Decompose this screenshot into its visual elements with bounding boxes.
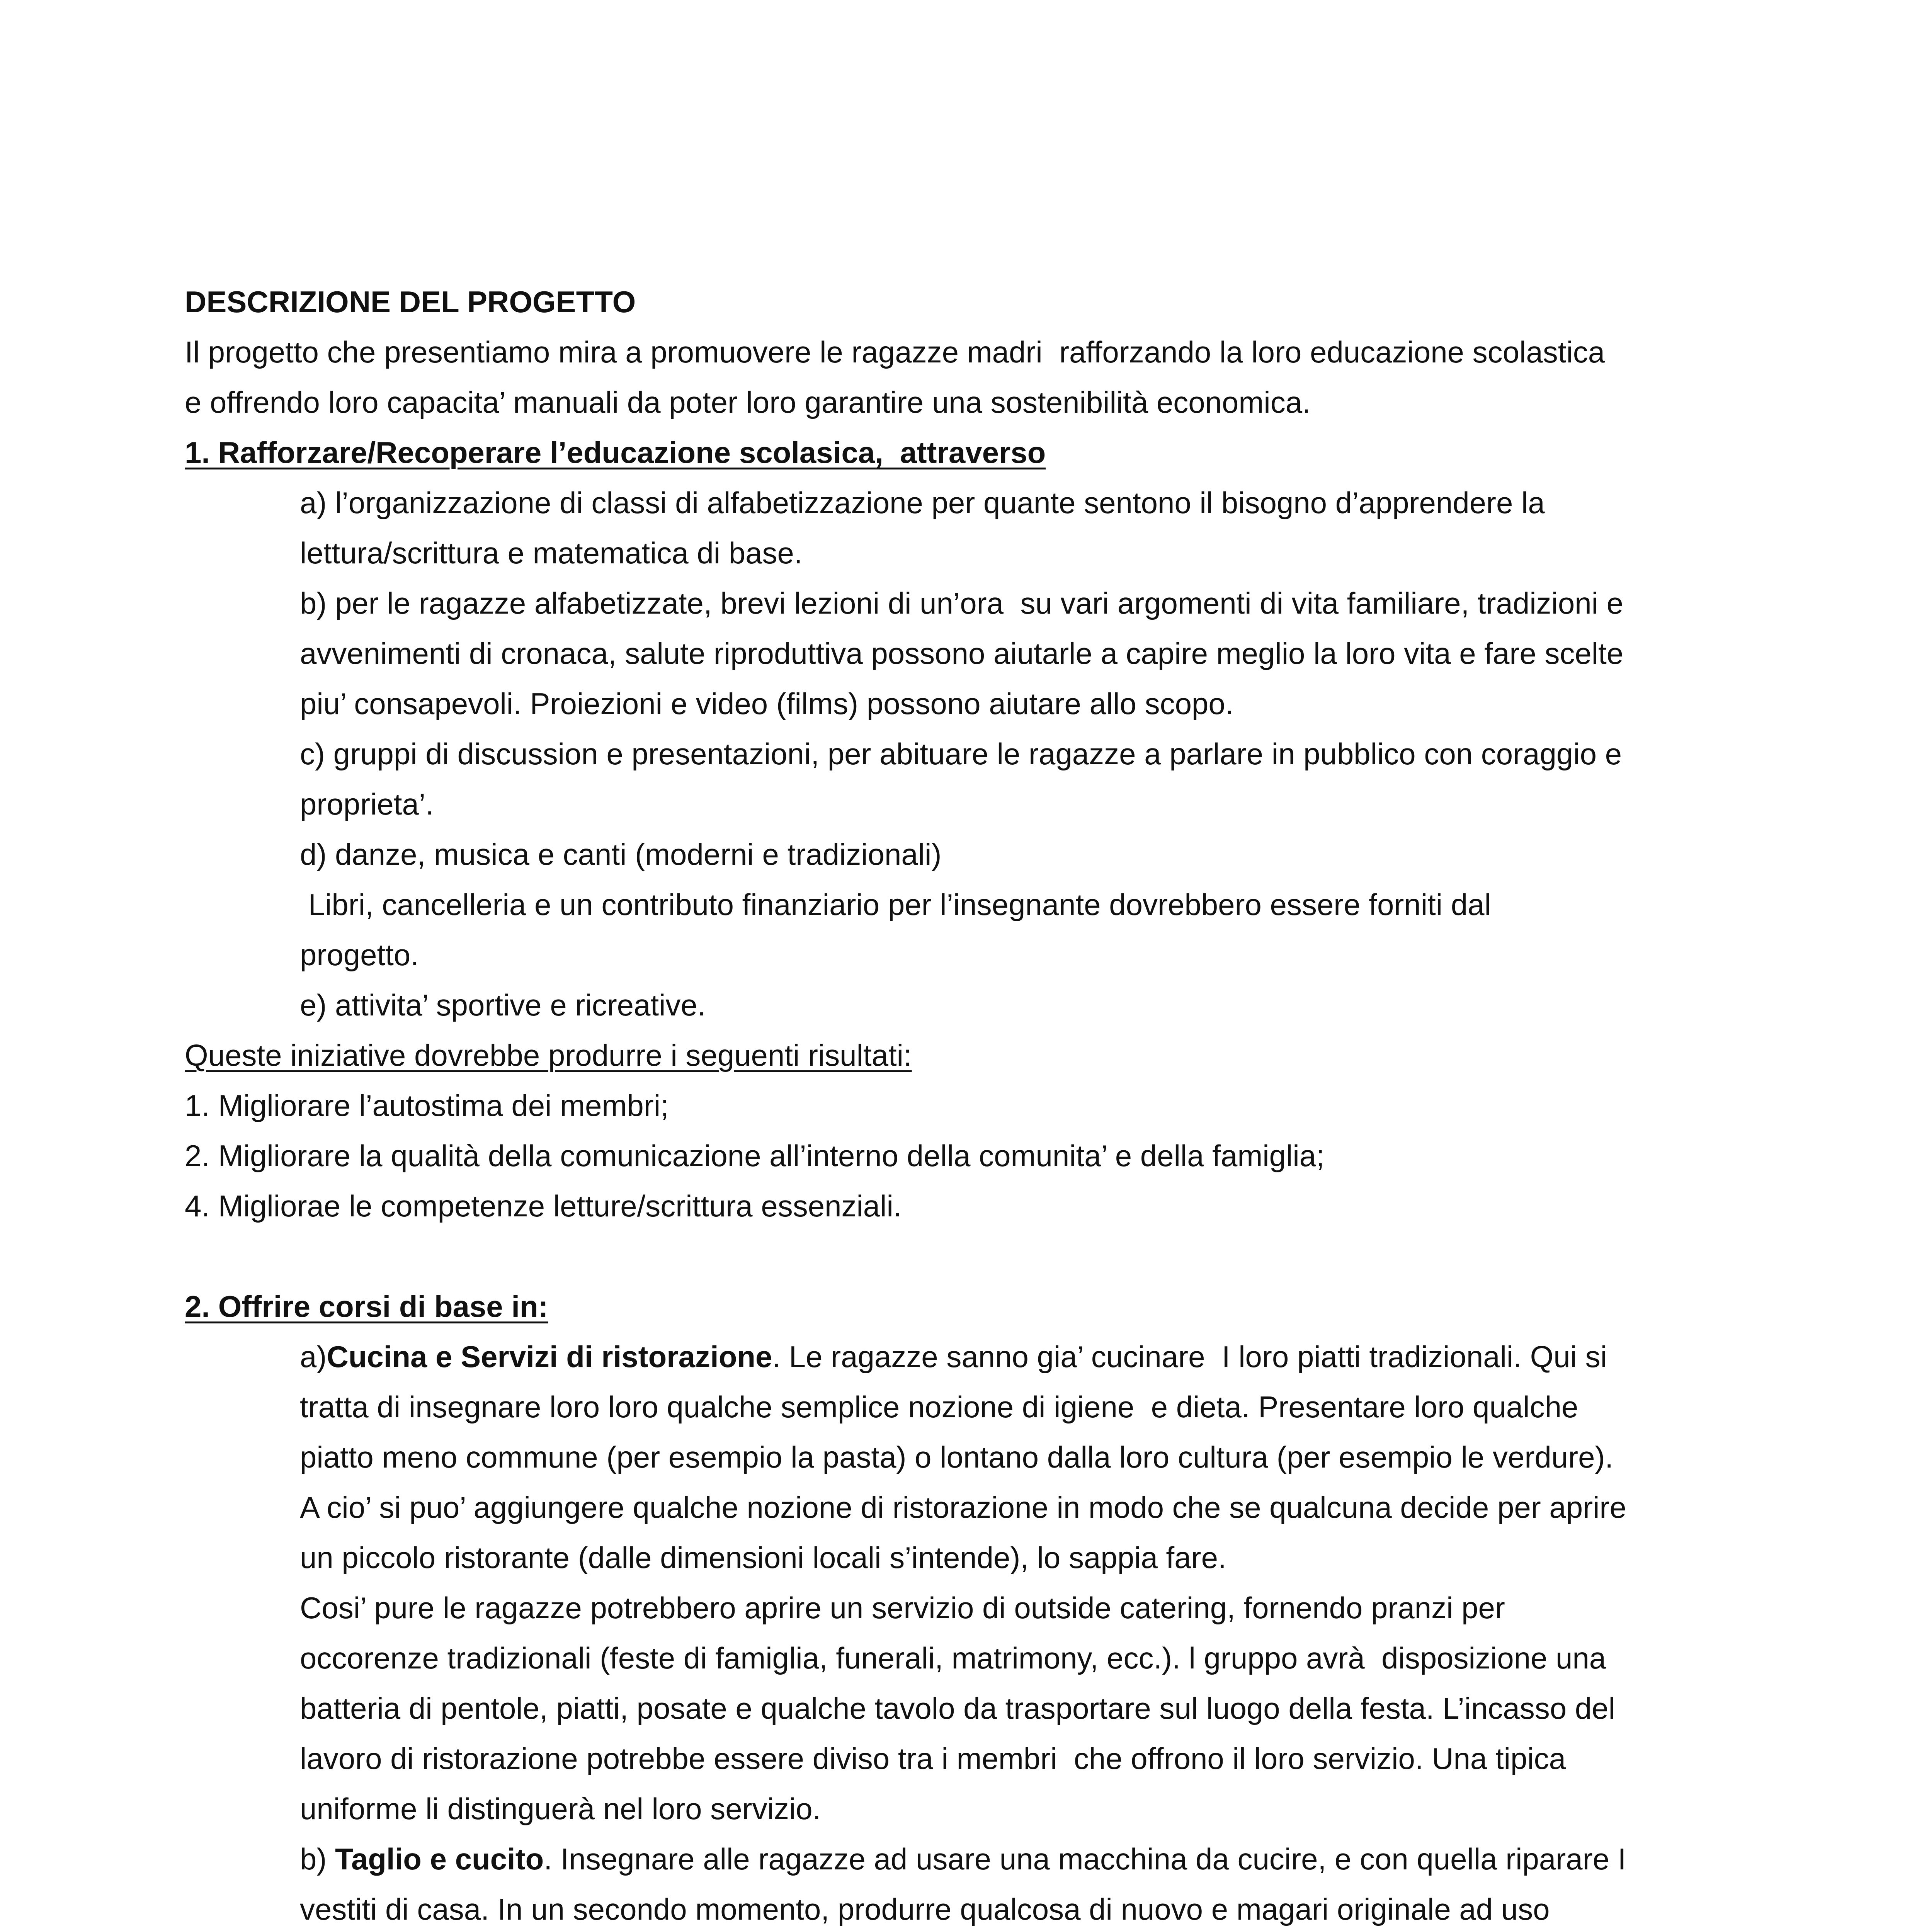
course-a-line: tratta di insegnare loro loro qualche semplice nozione di igiene e dieta. Presentare loro qualche — [300, 1390, 1579, 1424]
section-1-line: piu’ consapevoli. Proiezioni e video (films) possono aiutare allo scopo. — [300, 687, 1234, 721]
intro-line: Il progetto che presentiamo mira a promuovere le ragazze madri rafforzando la loro educazione scolastica — [185, 335, 1605, 369]
section-1-heading: 1. Rafforzare/Recoperare l’educazione scolasica, attraverso — [185, 435, 1046, 469]
course-b-prefix: b) — [300, 1842, 335, 1876]
intro-line: e offrendo loro capacita’ manuali da poter loro garantire una sostenibilità economica. — [185, 385, 1311, 419]
course-a-line: A cio’ si puo’ aggiungere qualche nozione di ristorazione in modo che se qualcuna decide per aprire — [300, 1490, 1626, 1524]
course-b-title: Taglio e cucito — [335, 1842, 544, 1876]
course-a-title: Cucina e Servizi di ristorazione — [327, 1340, 772, 1374]
course-b-first-line — [300, 1844, 1626, 1874]
section-1-line: d) danze, musica e canti (moderni e tradizionali) — [300, 837, 942, 871]
course-a-line: batteria di pentole, piatti, posate e qualche tavolo da trasportare sul luogo della festa. L’incasso del — [300, 1691, 1615, 1725]
course-a-prefix: a) — [300, 1340, 327, 1374]
course-a-first-line — [300, 1342, 1607, 1372]
results-heading: Queste iniziative dovrebbe produrre i seguenti risultati: — [185, 1038, 912, 1072]
course-b-text: . Insegnare alle ragazze ad usare una macchina da cucire, e con quella riparare I — [544, 1842, 1626, 1876]
course-a-line: lavoro di ristorazione potrebbe essere diviso tra i membri che offrono il loro servizio. Una tipica — [300, 1742, 1566, 1776]
result-item: 2. Migliorare la qualità della comunicazione all’interno della comunita’ e della famiglia; — [185, 1139, 1325, 1173]
section-1-line: a) l’organizzazione di classi di alfabetizzazione per quante sentono il bisogno d’apprendere la — [300, 486, 1545, 520]
section-1-line: avvenimenti di cronaca, salute riproduttiva possono aiutarle a capire meglio la loro vita e fare scelte — [300, 636, 1624, 670]
section-1-line: Libri, cancelleria e un contributo finanziario per l’insegnante dovrebbero essere forniti dal — [300, 888, 1491, 922]
result-item: 4. Migliorae le competenze letture/scrittura essenziali. — [185, 1189, 902, 1223]
course-a-line: piatto meno commune (per esempio la pasta) o lontano dalla loro cultura (per esempio le verdure). — [300, 1440, 1614, 1474]
section-1-line: progetto. — [300, 938, 419, 972]
section-1-line: b) per le ragazze alfabetizzate, brevi lezioni di un’ora su vari argomenti di vita familiare, tradizioni e — [300, 586, 1623, 620]
course-a-text: . Le ragazze sanno gia’ cucinare I loro piatti tradizionali. Qui si — [772, 1340, 1607, 1374]
course-b-line: vestiti di casa. In un secondo momento, produrre qualcosa di nuovo e magari originale ad uso — [300, 1892, 1550, 1926]
document-title: DESCRIZIONE DEL PROGETTO — [185, 285, 636, 319]
section-1-line: proprieta’. — [300, 787, 434, 821]
course-a-line: uniforme li distinguerà nel loro servizio. — [300, 1792, 821, 1826]
course-a-line: Cosi’ pure le ragazze potrebbero aprire un servizio di outside catering, fornendo pranzi per — [300, 1591, 1505, 1625]
course-a-line: un piccolo ristorante (dalle dimensioni locali s’intende), lo sappia fare. — [300, 1541, 1226, 1575]
section-1-line: c) gruppi di discussion e presentazioni, per abituare le ragazze a parlare in pubblico con coraggio e — [300, 737, 1622, 771]
course-a-line: occorenze tradizionali (feste di famiglia, funerali, matrimony, ecc.). l gruppo avrà disposizione una — [300, 1641, 1606, 1675]
section-1-line: e) attivita’ sportive e ricreative. — [300, 988, 706, 1022]
section-2-heading: 2. Offrire corsi di base in: — [185, 1289, 548, 1323]
result-item: 1. Migliorare l’autostima dei membri; — [185, 1088, 669, 1122]
section-1-line: lettura/scrittura e matematica di base. — [300, 536, 803, 570]
